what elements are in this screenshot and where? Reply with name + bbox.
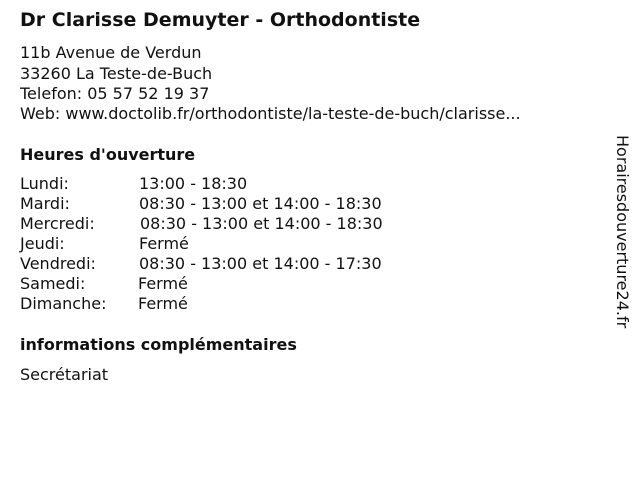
day-label: Mardi:	[20, 194, 70, 213]
day-hours: Fermé	[139, 234, 189, 253]
phone-number[interactable]: Telefon: 05 57 52 19 37	[20, 84, 210, 103]
website-link[interactable]: Web: www.doctolib.fr/orthodontiste/la-teste-de-buch/clarisse...	[20, 104, 521, 123]
day-label: Mercredi:	[20, 214, 95, 233]
day-label: Lundi:	[20, 174, 69, 193]
additional-info-text: Secrétariat	[20, 365, 109, 384]
day-hours: 08:30 - 13:00 et 14:00 - 17:30	[139, 254, 382, 273]
additional-info-heading: informations complémentaires	[20, 335, 297, 354]
watermark-text: Horairesdouverture24.fr	[613, 135, 632, 329]
address-city: 33260 La Teste-de-Buch	[20, 64, 213, 83]
day-hours: Fermé	[138, 294, 188, 313]
day-label: Jeudi:	[20, 234, 65, 253]
page-title: Dr Clarisse Demuyter - Orthodontiste	[20, 9, 421, 31]
day-label: Dimanche:	[20, 294, 107, 313]
day-hours: 08:30 - 13:00 et 14:00 - 18:30	[139, 194, 382, 213]
day-label: Vendredi:	[20, 254, 96, 273]
day-label: Samedi:	[20, 274, 86, 293]
address-street: 11b Avenue de Verdun	[20, 43, 202, 62]
day-hours: Fermé	[138, 274, 188, 293]
day-hours: 08:30 - 13:00 et 14:00 - 18:30	[140, 214, 383, 233]
opening-hours-heading: Heures d'ouverture	[20, 145, 196, 164]
day-hours: 13:00 - 18:30	[139, 174, 248, 193]
watermark	[612, 135, 632, 350]
